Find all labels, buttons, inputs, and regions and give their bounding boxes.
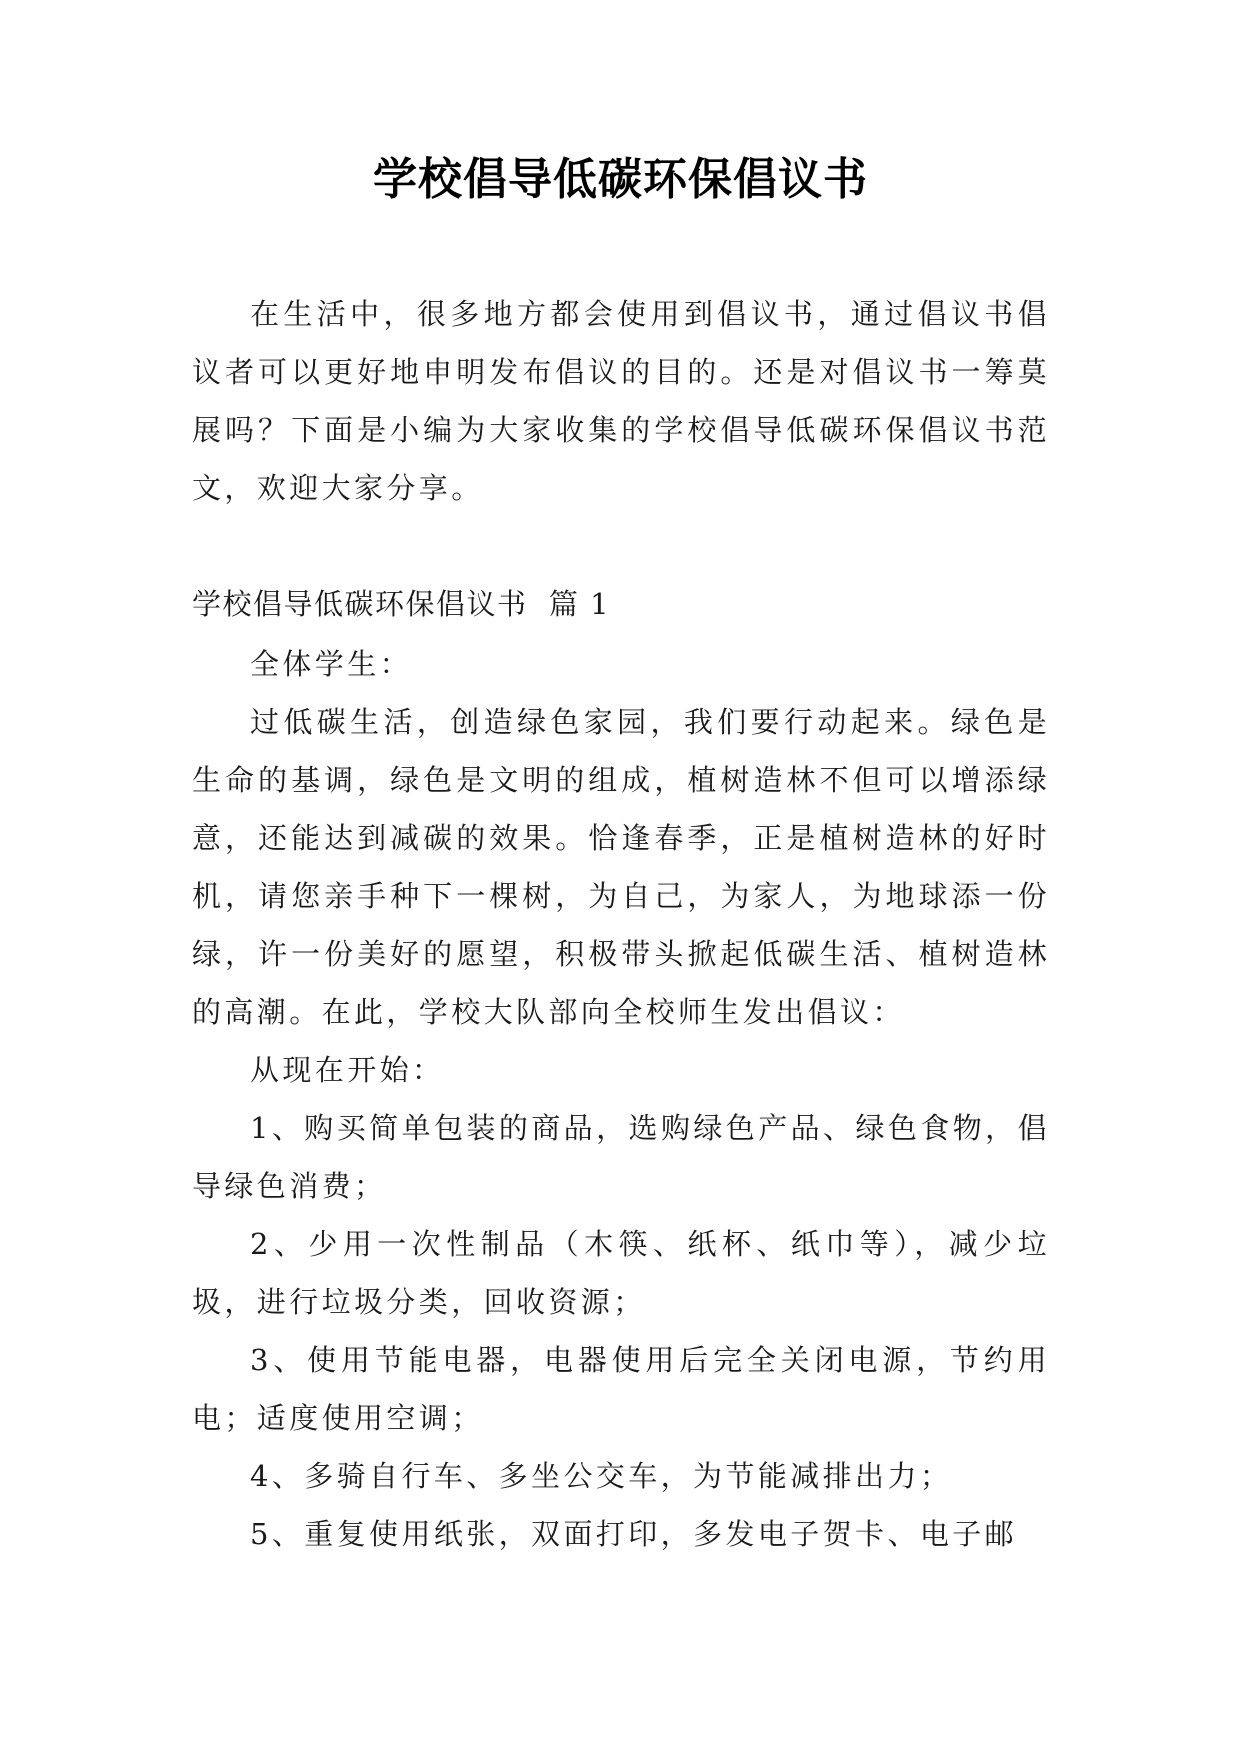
list-item-2: 2、少用一次性制品（木筷、纸杯、纸巾等），减少垃圾，进行垃圾分类，回收资源； — [192, 1227, 1050, 1319]
salutation: 全体学生： — [250, 647, 413, 681]
intro-paragraph: 在生活中，很多地方都会使用到倡议书，通过倡议书倡议者可以更好地申明发布倡议的目的。还是对倡议书一筹莫展吗？下面是小编为大家收集的学校倡导低碳环保倡议书范文，欢迎大家分享。 — [192, 297, 1050, 505]
intro-section — [192, 285, 1050, 517]
list-item-1: 1、购买简单包装的商品，选购绿色产品、绿色食物，倡导绿色消费； — [192, 1111, 1050, 1203]
main-content — [192, 635, 1050, 1563]
document-title: 学校倡导低碳环保倡议书 — [373, 154, 868, 205]
list-intro: 从现在开始： — [250, 1053, 445, 1087]
list-item-5: 5、重复使用纸张，双面打印，多发电子贺卡、电子邮 — [250, 1517, 1018, 1551]
section-heading: 学校倡导低碳环保倡议书 篇 1 — [192, 587, 611, 621]
list-item-4: 4、多骑自行车、多坐公交车，为节能减排出力； — [250, 1459, 953, 1493]
body-paragraph: 过低碳生活，创造绿色家园，我们要行动起来。绿色是生命的基调，绿色是文明的组成，植树造林不但可以增添绿意，还能达到减碳的效果。恰逢春季，正是植树造林的好时机，请您亲手种下一棵树，为自己，为家人，为地球添一份绿，许一份美好的愿望，积极带头掀起低碳生活、植树造林的高潮。在此，学校大队部向全校师生发出倡议： — [192, 705, 1050, 1029]
list-item-3: 3、使用节能电器，电器使用后完全关闭电源，节约用电；适度使用空调； — [192, 1343, 1050, 1435]
